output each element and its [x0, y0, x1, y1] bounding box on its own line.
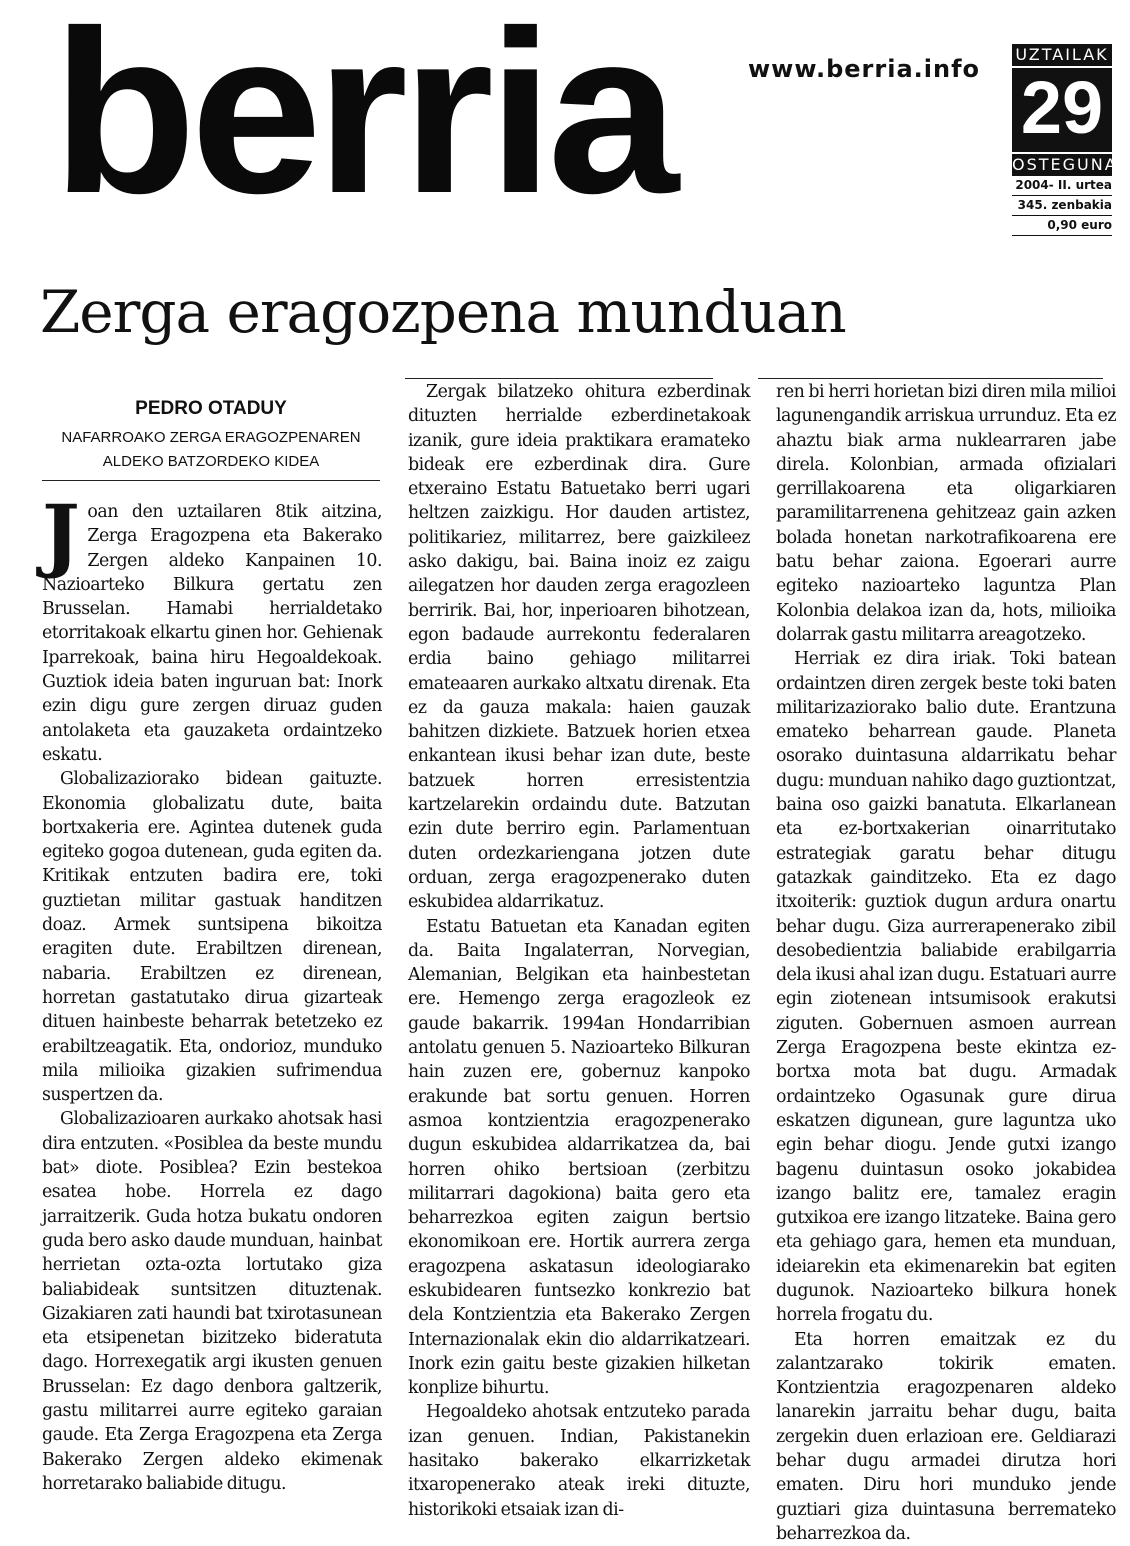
author-role-line: NAFARROAKO ZERGA ERAGOZPENAREN [61, 429, 361, 446]
paragraph: Zergak bilatzeko ohitura ezberdinak dituzten herrialde ezberdinetakoak izanik, gure ideia praktikara eramateko bideak ere ezberdinak dira. Gure etxeraino Estatu Batuetako berri ugari heltzen zaizkigu. Hor dauden artistez, politikariez, militarrez, bere gaizkileez asko dakigu, bai. Baina inoiz ez zaigu ailegatzen hor dauden zerga eragozleen berririk. Bai, hor, inperioaren bihotzean, egon badaude aurrekontu federalaren erdia baino gehiago militarrei emateaaren aurkako altxatu direnak. Eta ez da gauza makala: haien gauzak bahitzen dizkiete. Batzuek horien etxea enkantean ikusi behar izan dute, beste batzuek horren erresistentzia kartzelarekin ordaindu dute. Batzutan ezin dute berriro egin. Parlamentuan duten ordezkariengana jotzen dute orduan, zerga eragozpenerako duten eskubidea aldarrikatuz. [408, 382, 750, 913]
article-column-2 [408, 380, 750, 1520]
date-weekday: OSTEGUNA [1012, 155, 1118, 174]
article-column-3 [776, 380, 1116, 1544]
paragraph [42, 487, 382, 767]
drop-cap: J [42, 487, 80, 581]
byline [42, 392, 380, 474]
byline-rule [42, 480, 380, 481]
newspaper-logo: berria [52, 0, 673, 242]
date-box [1012, 44, 1118, 236]
author-name: PEDRO OTADUY [135, 398, 287, 419]
date-day: 29 [1012, 66, 1112, 154]
article-headline: Zerga eragozpena munduan [40, 278, 846, 346]
column-divider-rule [758, 378, 1103, 379]
paragraph: Eta horren emaitzak ez du zalantzarako tokirik ematen. Kontzientzia eragozpenaren aldeko lanarekin jarraitu behar dugu, baita zergekin duen erlazioan ere. Geldiarazi behar dugu armadei dirutza hori ematen. Diru hori munduko jende guztiari giza duintasuna berremateko beharrezkoa da. [776, 1329, 1116, 1544]
website-url: www.berria.info [748, 55, 981, 83]
issue-number: 345. zenbakia [1012, 196, 1112, 216]
paragraph: Herriak ez dira iriak. Toki batean ordaintzen diren zergek beste toki baten militarizaziorako balio dute. Erantzuna emateko beharrean gaude. Planeta osorako duintasuna aldarrikatu behar dugu: munduan nahiko dago guztiontzat, baina oso gaizki banatuta. Elkarlanean eta ez-bortxakerian oinarritutako estrategiak garatu behar ditugu gatazkak gainditzeko. Eta ez dago itxoiterik: guztiok dugun ardura onartu behar dugu. Giza aurrerapenerako zibil desobedientzia baliabide erabilgarria dela ikusi ahal izan dugu. Estatuari aurre egin ziotenean intsumisook erakutsi ziguten. Gobernuen asmoen aurrean Zerga Eragozpena beste ekintza ez-bortxa mota bat dugu. Armadak ordaintzeko Ogasunak gure dirua eskatzen digunean, gure laguntza uko egin behar diogu. Jende gutxi izango bagenu duintasun osoko jokabidea izango balitz ere, tamalez eragin gutxikoa ere izango litzateke. Baina gero eta gehiago gara, hemen eta munduan, ideiarekin eta ekimenarekin bat egiten dugunok. Nazioarteko bilkura honek horrela frogatu du. [776, 649, 1116, 1326]
year-line: 2004- II. urtea [1012, 176, 1112, 196]
paragraph-text: oan den uztailaren 8tik aitzina, Zerga Eragozpena eta Bakerako Zergen aldeko Kanpainen 10. Nazioarteko Bilkura gertatu zen Brusselan. Hamabi herrialdetako etorritakoak elkartu ginen hor. Gehienak Iparrekoak, baina hiru Hegoaldekoak. Guztiok ideia baten inguruan bat: Inork ezin digu gure zergen diruaz guden antolaketa eta gauzaketa ordaintzeko eskatu. [42, 502, 382, 765]
paragraph: Globalizaziorako bidean gaituzte. Ekonomia globalizatu dute, baita bortxakeria ere. Agintea dutenek guda egiteko gogoa dutenean, guda egiten da. Kritikak entzuten badira ere, toki guztietan militar gastuak handitzen doaz. Armek suntsipena bikoitza eragiten dute. Erabiltzen direnean, nabaria. Erabiltzen ez direnean, horretan gastatutako dirua gizarteak dituen hainbeste beharrak betetzeko ez erabiltzeagatik. Eta, ondorioz, munduko mila milioika gizakien sufrimendua suspertzen da. [42, 769, 382, 1106]
date-month: UZTAILAK [1012, 44, 1112, 66]
column-divider-rule [405, 378, 713, 379]
author-role-line: ALDEKO BATZORDEKO KIDEA [102, 453, 320, 470]
paragraph: Hegoaldeko ahotsak entzuteko parada izan genuen. Indian, Pakistanekin hasitako bakerako elkarrizketak itxaropenerako ateak ireki dituzte, historikoki etsaiak izan di- [408, 1402, 750, 1520]
paragraph: ren bi herri horietan bizi diren mila milioi lagunengandik arriskua urrunduz. Eta ez ahaztu biak arma nuklearraren jabe direla. Kolonbian, armada ofizialari gerrillakoarena eta oligarkiaren paramilitarrenena gehitzeaz gain azken bolada honetan narkotrafikoarena ere batu behar zaiona. Egoerari aurre egiteko nazioarteko laguntza Plan Kolonbia delakoa izan da, hots, milioika dolarrak gastu militarra areagotzeko. [776, 382, 1116, 645]
article-column-1 [42, 487, 382, 1494]
paragraph: Globalizazioaren aurkako ahotsak hasi dira entzuten. «Posiblea da beste mundu bat» diote. Posiblea? Ezin bestekoa esatea hobe. Horrela ez dago jarraitzerik. Guda hotza bukatu ondoren guda bero asko daude munduan, hainbat herrietan ozta-ozta lortutako giza baliabideak suntsitzen dituztenak. Gizakiaren zati haundi bat txirotasunean eta etsipenetan bizitzeko bideratuta dago. Horrexegatik argi ikusten genuen Brusselan: Ez dago denbora galtzerik, gastu militarrei aurre egiteko garaian gaude. Eta Zerga Eragozpena eta Zerga Bakerako Zergen aldeko ekimenak horretarako baliabide ditugu. [42, 1109, 382, 1494]
price: 0,90 euro [1012, 216, 1112, 236]
paragraph: Estatu Batuetan eta Kanadan egiten da. Baita Ingalaterran, Norvegian, Alemanian, Belgikan eta hainbestetan ere. Hemengo zerga eragozleok ez gaude bakarrik. 1994an Hondarribian antolatu genuen 5. Nazioarteko Bilkuran hain zuzen ere, gobernuz kanpoko erakunde bat sortu genuen. Horren asmoa kontzientzia eragozpenerako dugun eskubidea aldarrikatzea da, bai horren ohiko bertsioan (zerbitzu militarrari dagokiona) baita gero eta beharrezkoa egiten zaigun bertsio ekonomikoan ere. Hortik aurrera zerga eragozpena askatasun ideologiarako eskubidearen funtsezko konkrezio bat dela Kontzientzia eta Bakerako Zergen Internazionalak ekin dio aldarrikatzeari. Inork ezin gaitu beste gizakien hilketan konplize bihurtu. [408, 916, 750, 1399]
